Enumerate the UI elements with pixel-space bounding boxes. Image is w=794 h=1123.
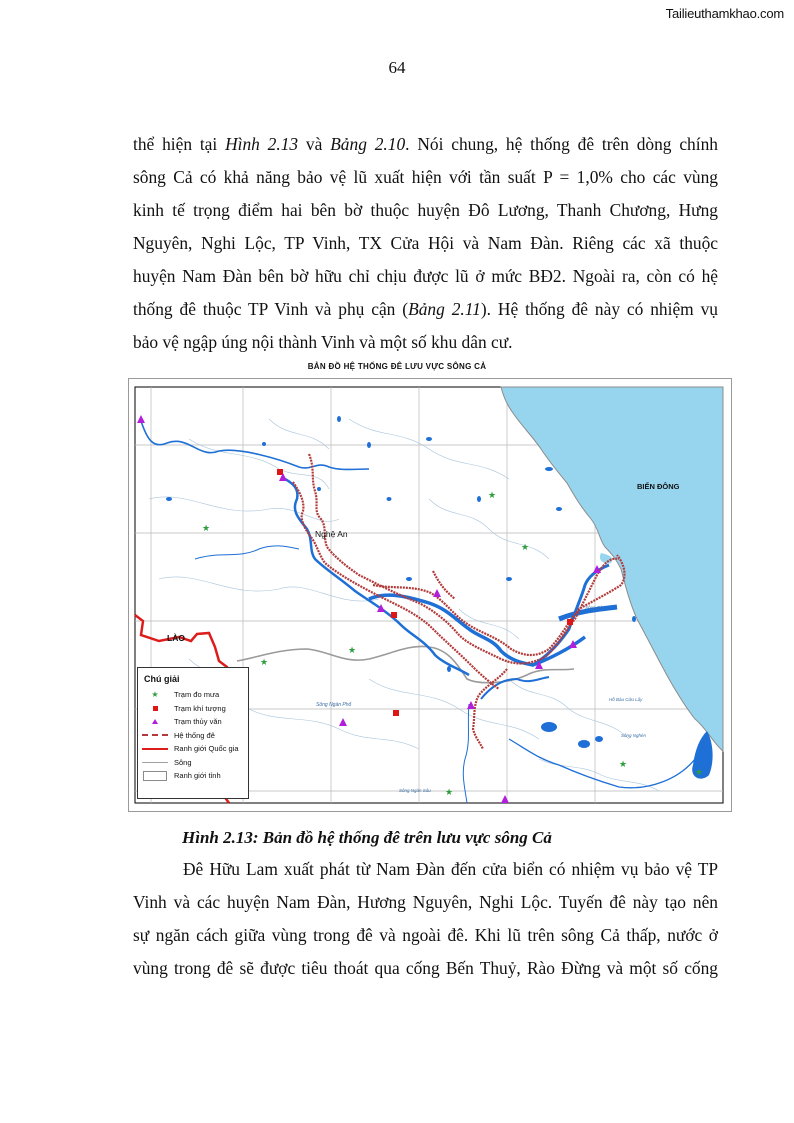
svg-text:★: ★	[202, 523, 211, 533]
text-line: Nguyên, Nghi Lộc, TP Vinh, TX Cửa Hội và Nam Đàn. Riêng các xã thuộc	[133, 233, 718, 253]
legend-label: Sông	[174, 757, 192, 767]
text-line: vùng trong đê sẽ được tiêu thoát qua cống Bến Thuỷ, Rào Đừng và một số cống	[133, 958, 718, 978]
text-line: sự ngăn cách giữa vùng trong đê và ngoài đê. Khi lũ trên sông Cả thấp, nước ở	[133, 925, 718, 945]
thick-line-icon	[140, 748, 170, 750]
map-legend	[137, 667, 249, 799]
legend-item-dike	[138, 729, 248, 743]
legend-label: Ranh giới Quốc gia	[174, 744, 239, 754]
green-star-icon: ★	[151, 690, 159, 700]
text-line	[133, 128, 718, 161]
svg-text:Sông Ngàn Sâu: Sông Ngàn Sâu	[399, 788, 431, 793]
legend-title: Chú giải	[144, 674, 180, 684]
legend-label: Hệ thống đê	[174, 730, 215, 740]
text-run: thống đê thuộc TP Vinh và phụ cận (	[133, 299, 409, 319]
svg-text:★: ★	[695, 767, 704, 777]
svg-text:★: ★	[445, 787, 454, 797]
svg-text:LÀO: LÀO	[167, 633, 185, 643]
text-line: kinh tế trọng điểm hai bên bờ thuộc huyện Đô Lương, Thanh Chương, Hưng	[133, 200, 718, 220]
box-icon	[140, 771, 170, 781]
legend-item-national-border	[138, 742, 248, 756]
svg-text:Sông Nghèn: Sông Nghèn	[621, 733, 647, 738]
legend-label: Trạm thủy văn	[174, 717, 222, 727]
map-title: BẢN ĐỒ HỆ THỐNG ĐÊ LƯU VỰC SÔNG CẢ	[307, 362, 487, 371]
text-run: ). Hệ thống đê này có nhiệm vụ	[480, 299, 718, 319]
svg-text:Hồ Bàu Cửu Lấy: Hồ Bàu Cửu Lấy	[609, 697, 643, 702]
legend-item-meteo-station	[138, 702, 248, 716]
legend-item-province-border	[138, 769, 248, 783]
table-reference: Bảng 2.10	[330, 134, 406, 154]
text-line: Vinh và các huyện Nam Đàn, Hương Nguyên, Nghi Lộc. Tuyến đê này tạo nên	[133, 892, 718, 912]
text-line: huyện Nam Đàn bên bờ hữu chỉ chịu được lũ ở mức BĐ2. Ngoài ra, còn có hệ	[133, 266, 718, 286]
text-line: sông Cả có khả năng bảo vệ lũ xuất hiện với tần suất P = 1,0% cho các vùng	[133, 167, 718, 187]
svg-text:★: ★	[521, 542, 530, 552]
legend-item-rain-station	[138, 688, 248, 702]
paragraph-intro	[133, 128, 718, 359]
purple-triangle-icon	[140, 719, 170, 724]
figure-reference: Hình 2.13	[225, 134, 299, 154]
figure-caption: Hình 2.13: Bản đồ hệ thống đê trên lưu vực sông Cả	[182, 828, 552, 847]
table-reference: Bảng 2.11	[408, 299, 481, 319]
svg-text:Nghệ An: Nghệ An	[315, 529, 348, 539]
paragraph-body	[133, 853, 718, 985]
svg-text:BIỂN ĐÔNG: BIỂN ĐÔNG	[637, 482, 680, 491]
thin-line-icon	[140, 762, 170, 763]
map-figure	[128, 378, 732, 812]
text-line: Đê Hữu Lam xuất phát từ Nam Đàn đến cửa biển có nhiệm vụ bảo vệ TP	[183, 859, 718, 879]
red-square-icon	[140, 706, 170, 711]
text-run: . Nói chung, hệ thống đê trên dòng chính	[405, 134, 718, 154]
svg-text:★: ★	[619, 759, 628, 769]
text-line: bảo vệ ngập úng nội thành Vinh và một số khu dân cư.	[133, 332, 513, 352]
legend-label: Trạm đo mưa	[174, 690, 220, 700]
legend-label: Ranh giới tỉnh	[174, 771, 221, 781]
dashed-line-icon	[140, 734, 170, 736]
text-run: và	[298, 134, 331, 154]
svg-text:★: ★	[348, 645, 357, 655]
legend-label: Trạm khí tượng	[174, 703, 226, 713]
svg-text:★: ★	[488, 490, 497, 500]
svg-text:Sông Ngàn Phố: Sông Ngàn Phố	[316, 702, 352, 708]
text-run: thể hiện tại	[133, 134, 226, 154]
svg-text:★: ★	[260, 657, 269, 667]
text-line	[133, 293, 718, 326]
page-number: 64	[388, 58, 406, 77]
legend-item-hydro-station	[138, 715, 248, 729]
legend-item-river	[138, 756, 248, 770]
watermark: Tailieuthamkhao.com	[665, 6, 784, 21]
svg-text:Sông Cả: Sông Cả	[585, 605, 603, 610]
